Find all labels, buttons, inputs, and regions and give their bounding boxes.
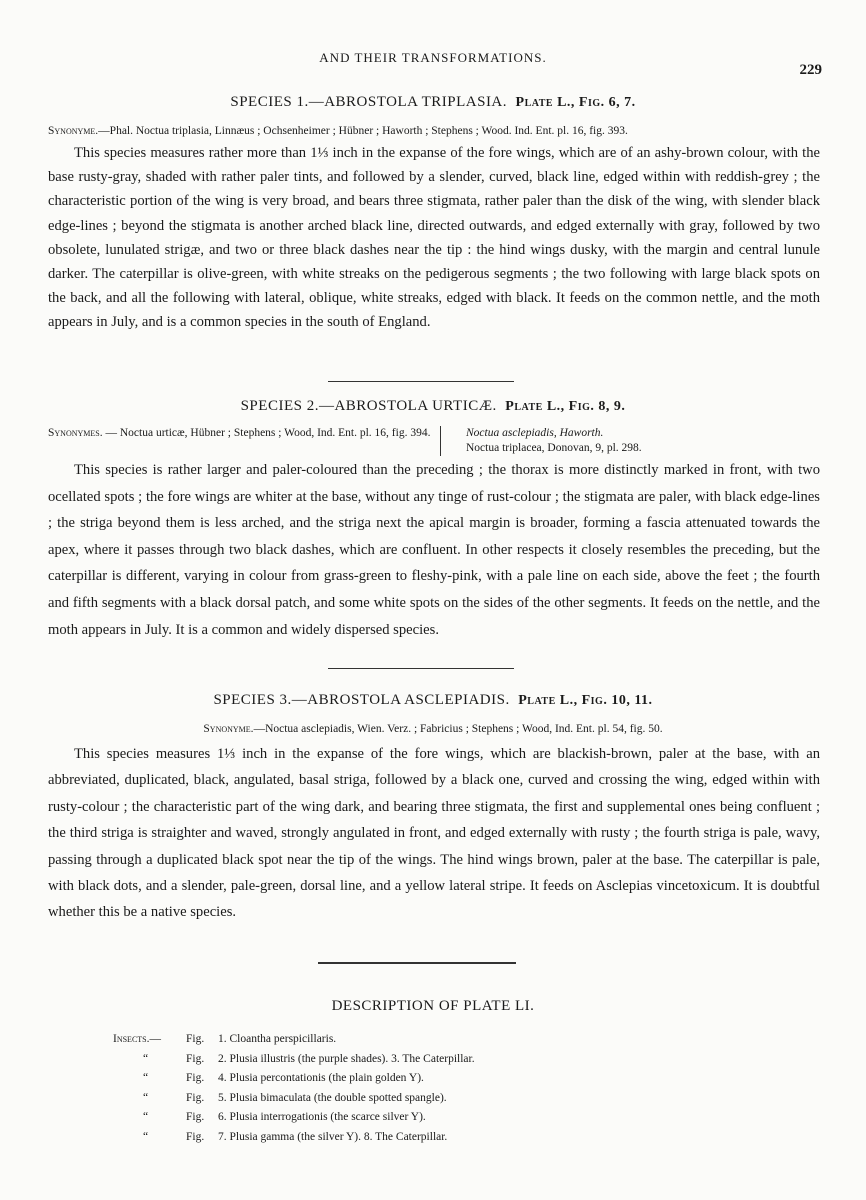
ditto-mark: “ [143,1111,149,1123]
synonym-text: — Noctua urticæ, Hübner ; Stephens ; Wood, Ind. Ent. pl. 16, fig. 394. [105,427,431,439]
synonym-left-column [48,426,438,441]
fig-label: Fig. [186,1033,205,1045]
species-title: SPECIES 3.—ABROSTOLA ASCLEPIADIS. [213,692,510,708]
section-divider [318,962,516,964]
running-head: AND THEIR TRANSFORMATIONS. [319,50,547,65]
figure-caption: 6. Plusia interrogationis (the scarce silver Y). [218,1111,426,1123]
species-1-heading [0,94,866,111]
plate-description-title: DESCRIPTION OF PLATE LI. [331,998,535,1014]
synonym-divider [440,426,441,456]
ditto-mark: “ [143,1052,149,1065]
synonym-line: Noctua asclepiadis, Haworth. [466,427,604,439]
fig-label: Fig. [186,1091,205,1104]
plate-reference: Plate L., Fig. 10, 11. [518,693,653,708]
ditto-mark: “ [143,1130,149,1143]
species-2-body: This species is rather larger and paler-coloured than the preceding ; the thorax is more distinctly marked in front, with two ocellated spots ; the fore wings are whiter at the base, without any tinge of rust-colour ; the stigmata are paler, with black edge-lines ; the striga beyond them is less arched, and the striga next the apical margin is broader, forming a fascia attenuated towards the apex, where it passes through two black dashes, which are confluent. In other respects it closely resembles the preceding, but the caterpillar is different, varying in colour from grass-green to fleshy-pink, with a pale line on each side, above the feet ; the fourth and fifth segments with a black dorsal patch, and some white spots on the sides of the other segments. It feeds on the nettle, and the moth appears in July. It is a common and widely dispersed species. [48,462,820,638]
synonym-label: Synonymes. [48,427,103,439]
species-1-body: This species measures rather more than 1⅓ inch in the expanse of the fore wings, which are of an ashy-brown colour, with the base rusty-gray, shaded with rather paler tints, and followed by a slender, curved, black line, edged within with reddish-grey ; the characteristic portion of the wing is very broad, and bears three stigmata, rather paler than the disk of the wing, with slender black edge-lines ; beyond the stigmata is another arched black line, directed outwards, and edged externally with gray, followed by two obsolete, lunulated strigæ, and two or three black dashes near the tip : the hind wings dusky, with the margin and central lunule darker. The caterpillar is olive-green, with white streaks on the pedigerous segments ; the two following with large black spots on the back, and all the following with lateral, oblique, white streaks, edged with black. It feeds on the common nettle, and the moth appears in July, and is a common species in the south of England. [48,145,820,331]
synonym-right-column [466,426,826,456]
synonym-text: —Noctua asclepiadis, Wien. Verz. ; Fabricius ; Stephens ; Wood, Ind. Ent. pl. 54, fig. 50. [253,723,663,735]
species-title: SPECIES 2.—ABROSTOLA URTICÆ. [240,398,497,414]
species-title: SPECIES 1.—ABROSTOLA TRIPLASIA. [230,94,508,110]
species-3-synonym [48,722,818,737]
plate-reference: Plate L., Fig. 6, 7. [515,95,636,110]
synonym-label: Synonyme. [48,125,99,137]
species-2-heading [0,398,866,415]
fig-label: Fig. [186,1111,205,1123]
synonym-text: —Phal. Noctua triplasia, Linnæus ; Ochsenheimer ; Hübner ; Haworth ; Stephens ; Wood. Ind. Ent. pl. 16, fig. 393. [98,125,628,137]
figure-caption: 4. Plusia percontationis (the plain golden Y). [218,1072,424,1084]
list-prefix: Insects.— [113,1033,161,1045]
species-1-synonym [48,124,818,139]
figure-caption: 5. Plusia bimaculata (the double spotted spangle). [218,1091,447,1104]
figure-caption: 2. Plusia illustris (the purple shades). 3. The Caterpillar. [218,1052,475,1065]
ditto-mark: “ [143,1091,149,1104]
section-divider [328,668,514,669]
figure-caption: 7. Plusia gamma (the silver Y). 8. The Caterpillar. [218,1130,448,1143]
fig-label: Fig. [186,1130,205,1143]
species-3-heading [0,692,866,709]
plate-reference: Plate L., Fig. 8, 9. [505,399,626,414]
figure-caption: 1. Cloantha perspicillaris. [218,1033,337,1045]
page-number: 229 [799,62,822,78]
synonym-label: Synonyme. [203,723,254,735]
fig-label: Fig. [186,1052,205,1065]
section-divider [328,381,514,382]
species-3-body: This species measures 1⅓ inch in the expanse of the fore wings, which are blackish-brown, paler at the base, with an abbreviated, duplicated, black, angulated, basal striga, followed by a black one, curved and crossing the wing, edged within with rusty-colour ; the characteristic part of the wing dark, and bearing three stigmata, the first and supplemental ones being confluent ; the third striga is straighter and waved, strongly angulated in front, and edged externally with rusty ; the fourth striga is pale, wavy, passing through a duplicated black spot near the tip of the wings. The hind wings brown, paler at the base. The caterpillar is pale, with black dots, and a slender, pale-green, dorsal line, and a yellow lateral stripe. It feeds on Asclepias vincetoxicum. It is doubtful whether this be a native species. [48,746,820,921]
ditto-mark: “ [143,1072,149,1084]
fig-label: Fig. [186,1072,205,1084]
synonym-line: Noctua triplacea, Donovan, 9, pl. 298. [466,442,642,454]
